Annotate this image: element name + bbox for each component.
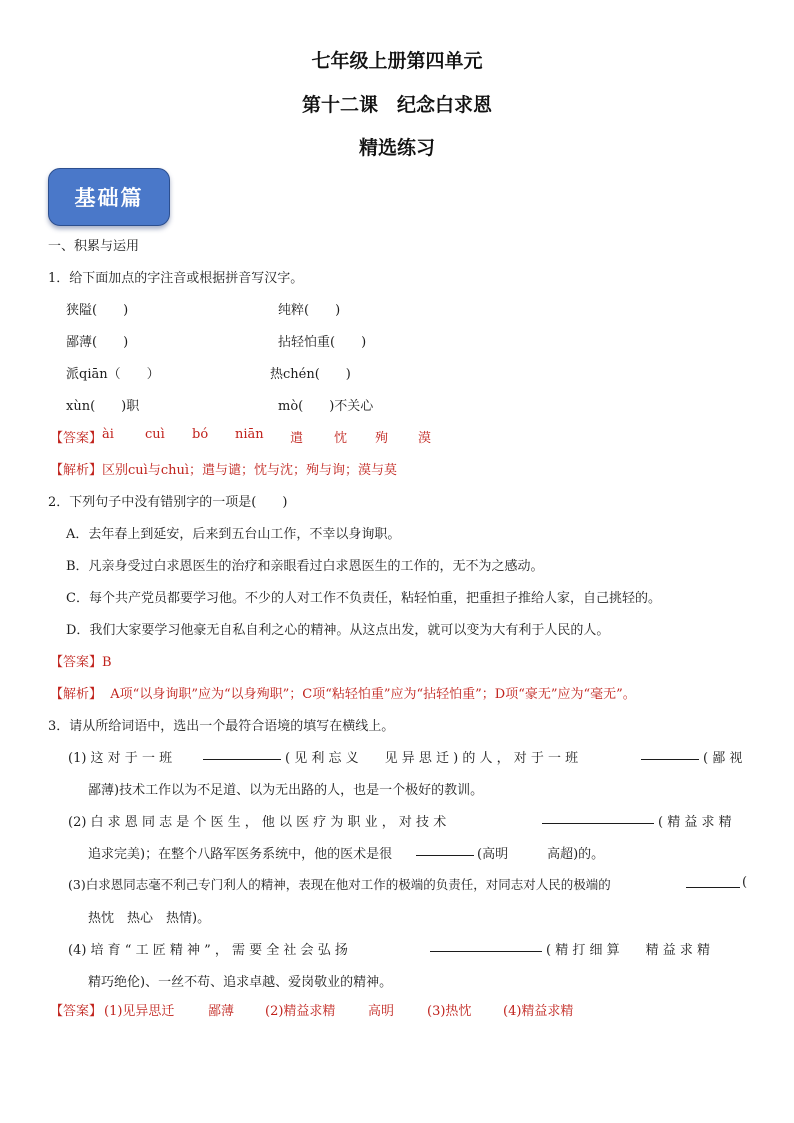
q2-answer-label: 【答案】 (50, 655, 103, 670)
q3-p3-blank (686, 875, 740, 888)
q1-analysis (50, 459, 397, 478)
q3-p2-options2: (高明 高超)的。 (477, 847, 605, 862)
q1-analysis-label: 【解析】 (50, 463, 103, 478)
q2-analysis-text: A项“以身询职”应为“以身殉职”；C项“粘轻怕重”应为“拈轻怕重”；D项“豪无”应为“毫无”。 (110, 687, 636, 702)
q3-p1-tail: ( 鄙 视 (703, 751, 743, 766)
q1-answer: 遣 (290, 431, 304, 446)
q1-item: 纯粹( ) (278, 303, 341, 318)
q1-item: xùn( )职 (66, 399, 140, 414)
lesson-title: 第十二课 纪念白求恩 (301, 94, 492, 116)
basic-section-badge (48, 168, 170, 226)
q3-p1-options: ( 见 利 忘 义 见 异 思 迁 ) 的 人 ， 对 于 一 班 (285, 751, 579, 766)
q2-option-d: D．我们大家要学习他豪无自私自利之心的精神。从这点出发，就可以变为大有利于人民的人。 (66, 623, 610, 638)
q3-answer: (1)见异思迁 (104, 1004, 175, 1019)
q1-item: 鄙薄( ) (66, 335, 129, 350)
q3-p3-lead: (3)白求恩同志毫不利己专门利人的精神，表现在他对工作的极端的负责任，对同志对人民的极端的 (68, 877, 611, 892)
q1-answer-label: 【答案】 (50, 431, 103, 446)
q3-p4-cont: 精巧绝伦)、一丝不苟、追求卓越、爱岗敬业的精神。 (88, 975, 393, 990)
q1-answer: 忱 (334, 431, 348, 446)
q3-answer: 高明 (368, 1004, 395, 1019)
q3-p4-blank (430, 939, 542, 952)
q2-option-b: B．凡亲身受过白求恩医生的治疗和亲眼看过白求恩医生的工作的，无不为之感动。 (66, 559, 544, 574)
q2-analysis-label: 【解析】 (50, 687, 103, 702)
q3-answer: (2)精益求精 (265, 1004, 336, 1019)
q1-answer: 漠 (418, 431, 432, 446)
section-heading: 一、积累与运用 (48, 239, 140, 254)
q1-item: mò( )不关心 (278, 399, 374, 414)
q3-answer: (4)精益求精 (503, 1004, 574, 1019)
q2-option-c: C．每个共产党员都要学习他。不少的人对工作不负责任，粘轻怕重，把重担子推给人家，自己挑轻的。 (66, 591, 661, 606)
q1-analysis-text: 区别cuì与chuì；遣与谴；忱与沈；殉与询；漠与莫 (102, 463, 398, 478)
q2-analysis (50, 683, 636, 702)
q1-item: 派qiān（ ） (66, 367, 160, 382)
q3-stem: 3．请从所给词语中，选出一个最符合语境的填写在横线上。 (48, 719, 395, 734)
q2-option-a: A．去年春上到延安，后来到五台山工作，不幸以身询职。 (66, 527, 401, 542)
q1-answer: ài (102, 427, 114, 442)
q3-answer: 鄙薄 (208, 1004, 235, 1019)
q3-p4-options: ( 精 打 细 算 精 益 求 精 (546, 943, 710, 958)
q1-answer: 殉 (375, 431, 389, 446)
q1-answer: bó (192, 427, 209, 442)
q3-p2-lead: (2) 白 求 恩 同 志 是 个 医 生 ， 他 以 医 疗 为 职 业 ， 对 技 术 (68, 815, 447, 830)
q2-answer-value: B (102, 655, 112, 670)
q3-p1-cont: 鄙薄)技术工作以为不足道、以为无出路的人，也是一个极好的教训。 (88, 783, 484, 798)
q3-answer-label: 【答案】 (50, 1004, 103, 1019)
page-title: 七年级上册第四单元 (311, 50, 483, 72)
q1-item: 热chén( ) (270, 367, 351, 382)
q3-p1-blank2 (641, 747, 699, 760)
badge-label: 基础篇 (74, 185, 144, 210)
q2-stem: 2．下列句子中没有错别字的一项是( ) (48, 495, 288, 510)
q3-p1-lead: (1) 这 对 于 一 班 (68, 751, 173, 766)
q1-answer: niān (235, 427, 264, 442)
q3-p2-blank1 (542, 811, 654, 824)
q1-stem: 1．给下面加点的字注音或根据拼音写汉字。 (48, 271, 304, 286)
q3-answer: (3)热忱 (427, 1004, 472, 1019)
q1-answer: cuì (145, 427, 165, 442)
q3-p4-lead: (4) 培 育 “ 工 匠 精 神 ” ， 需 要 全 社 会 弘 扬 (68, 943, 348, 958)
q2-answer (50, 651, 112, 670)
q3-p2-cont: 追求完美)；在整个八路军医务系统中，他的医术是很 (88, 847, 393, 862)
q3-p2-blank2 (416, 843, 474, 856)
practice-title: 精选练习 (358, 137, 435, 159)
q3-p3-paren: ( (742, 875, 748, 890)
q1-item: 拈轻怕重( ) (278, 335, 367, 350)
q1-item: 狭隘( ) (66, 303, 129, 318)
q3-p3-options: 热忱 热心 热情)。 (88, 911, 211, 926)
q3-p2-options: ( 精 益 求 精 (658, 815, 732, 830)
q3-p1-blank1 (203, 747, 281, 760)
